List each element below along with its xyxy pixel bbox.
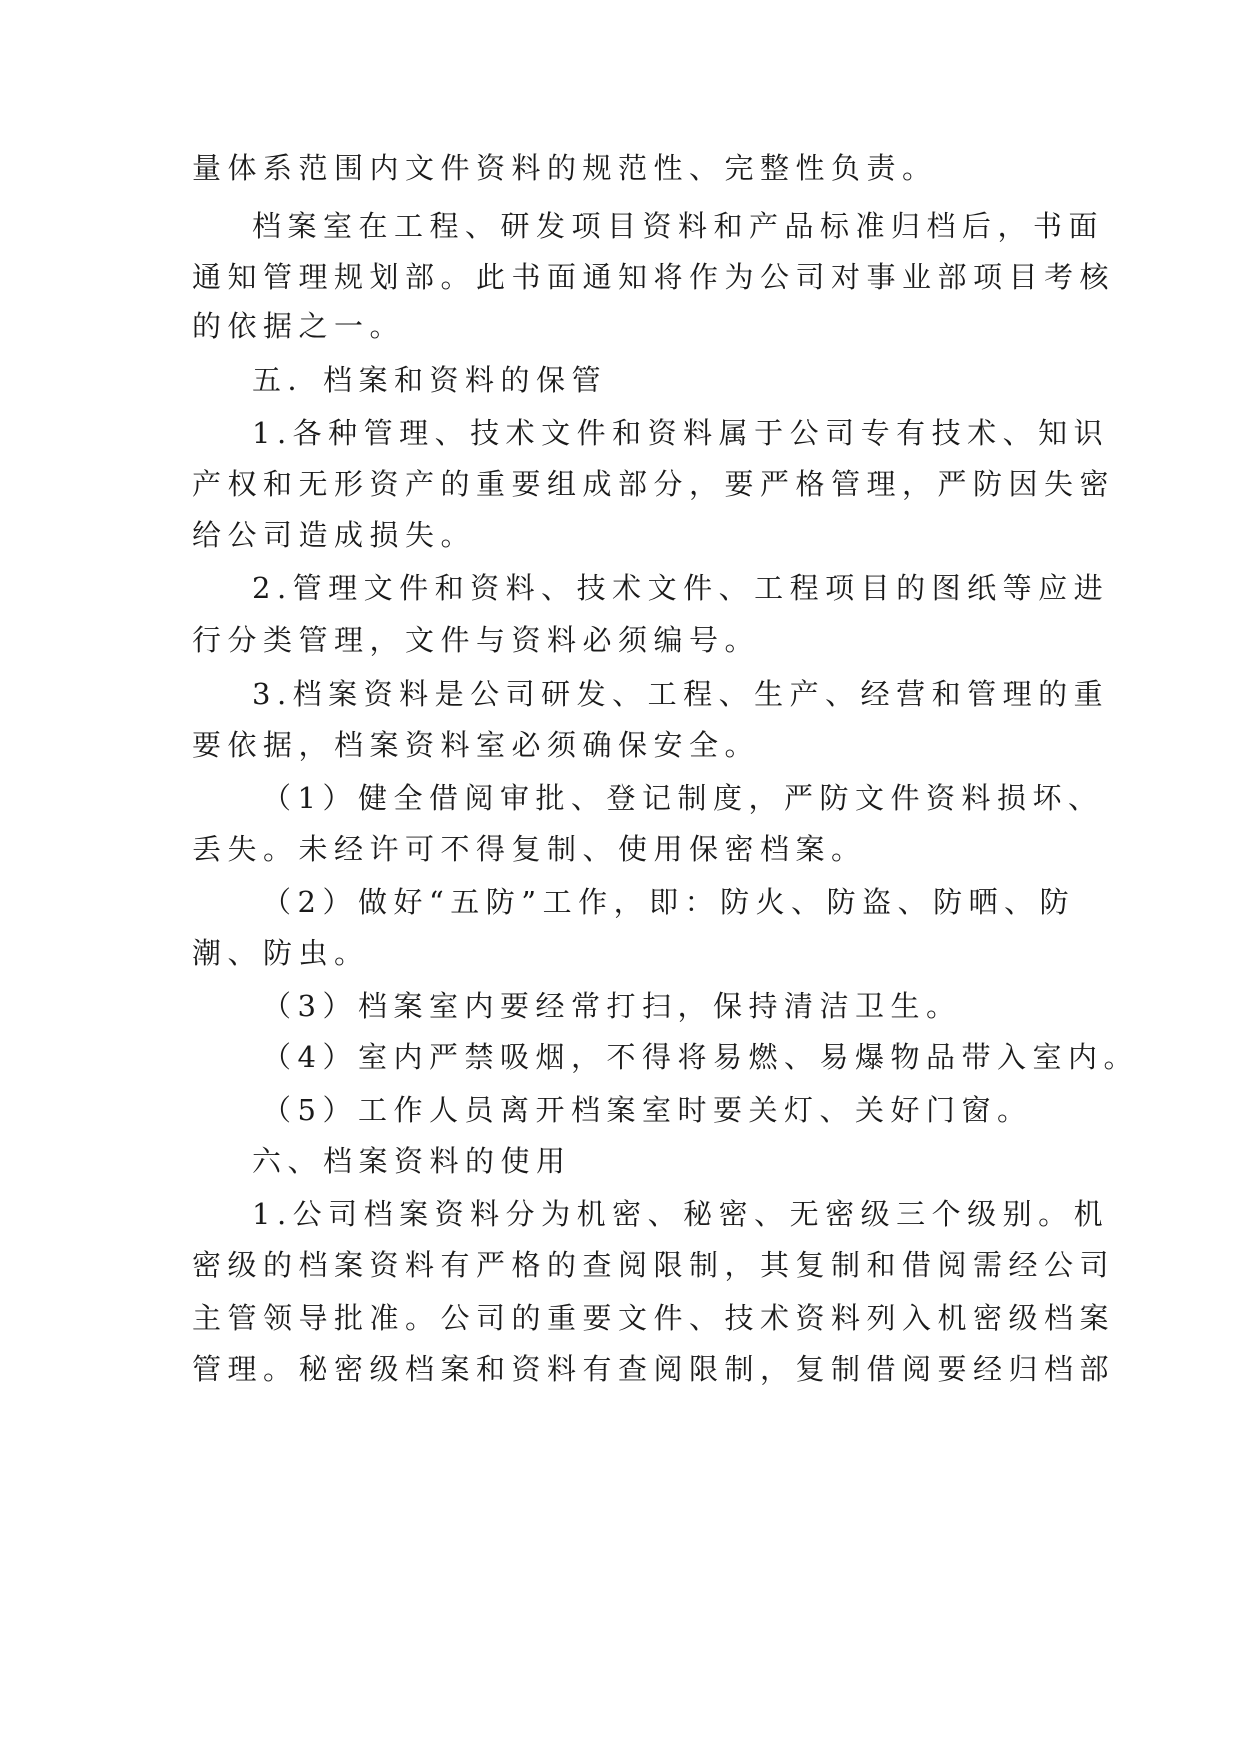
text-line: 档案室在工程、研发项目资料和产品标准归档后，书面 bbox=[252, 209, 1105, 243]
text-line: 要依据，档案资料室必须确保安全。 bbox=[192, 728, 761, 762]
text-line: 行分类管理，文件与资料必须编号。 bbox=[192, 623, 761, 657]
text-line: 给公司造成损失。 bbox=[192, 518, 477, 552]
section-heading: 五．档案和资料的保管 bbox=[252, 363, 608, 397]
section-heading: 六、档案资料的使用 bbox=[252, 1144, 572, 1178]
text-line: 1.公司档案资料分为机密、秘密、无密级三个级别。机 bbox=[252, 1197, 1110, 1231]
text-line: 通知管理规划部。此书面通知将作为公司对事业部项目考核 bbox=[192, 260, 1116, 294]
text-line: （2）做好“五防”工作，即：防火、防盗、防晒、防 bbox=[262, 885, 1076, 919]
text-line: （1）健全借阅审批、登记制度，严防文件资料损坏、 bbox=[262, 781, 1104, 815]
text-line: 管理。秘密级档案和资料有查阅限制，复制借阅要经归档部 bbox=[192, 1352, 1116, 1386]
text-line: 产权和无形资产的重要组成部分，要严格管理，严防因失密 bbox=[192, 467, 1116, 501]
text-line: 量体系范围内文件资料的规范性、完整性负责。 bbox=[192, 151, 938, 185]
text-line: 密级的档案资料有严格的查阅限制，其复制和借阅需经公司 bbox=[192, 1248, 1116, 1282]
text-line: 潮、防虫。 bbox=[192, 936, 370, 970]
text-line: 1.各种管理、技术文件和资料属于公司专有技术、知识 bbox=[252, 416, 1110, 450]
text-line: 主管领导批准。公司的重要文件、技术资料列入机密级档案 bbox=[192, 1301, 1116, 1335]
text-line: （5）工作人员离开档案室时要关灯、关好门窗。 bbox=[262, 1093, 1033, 1127]
text-line: 3.档案资料是公司研发、工程、生产、经营和管理的重 bbox=[252, 677, 1110, 711]
text-line: （3）档案室内要经常打扫，保持清洁卫生。 bbox=[262, 989, 962, 1023]
text-line: （4）室内严禁吸烟，不得将易燃、易爆物品带入室内。 bbox=[262, 1040, 1139, 1074]
text-line: 丢失。未经许可不得复制、使用保密档案。 bbox=[192, 832, 867, 866]
text-line: 2.管理文件和资料、技术文件、工程项目的图纸等应进 bbox=[252, 571, 1110, 605]
text-line: 的依据之一。 bbox=[192, 309, 406, 343]
